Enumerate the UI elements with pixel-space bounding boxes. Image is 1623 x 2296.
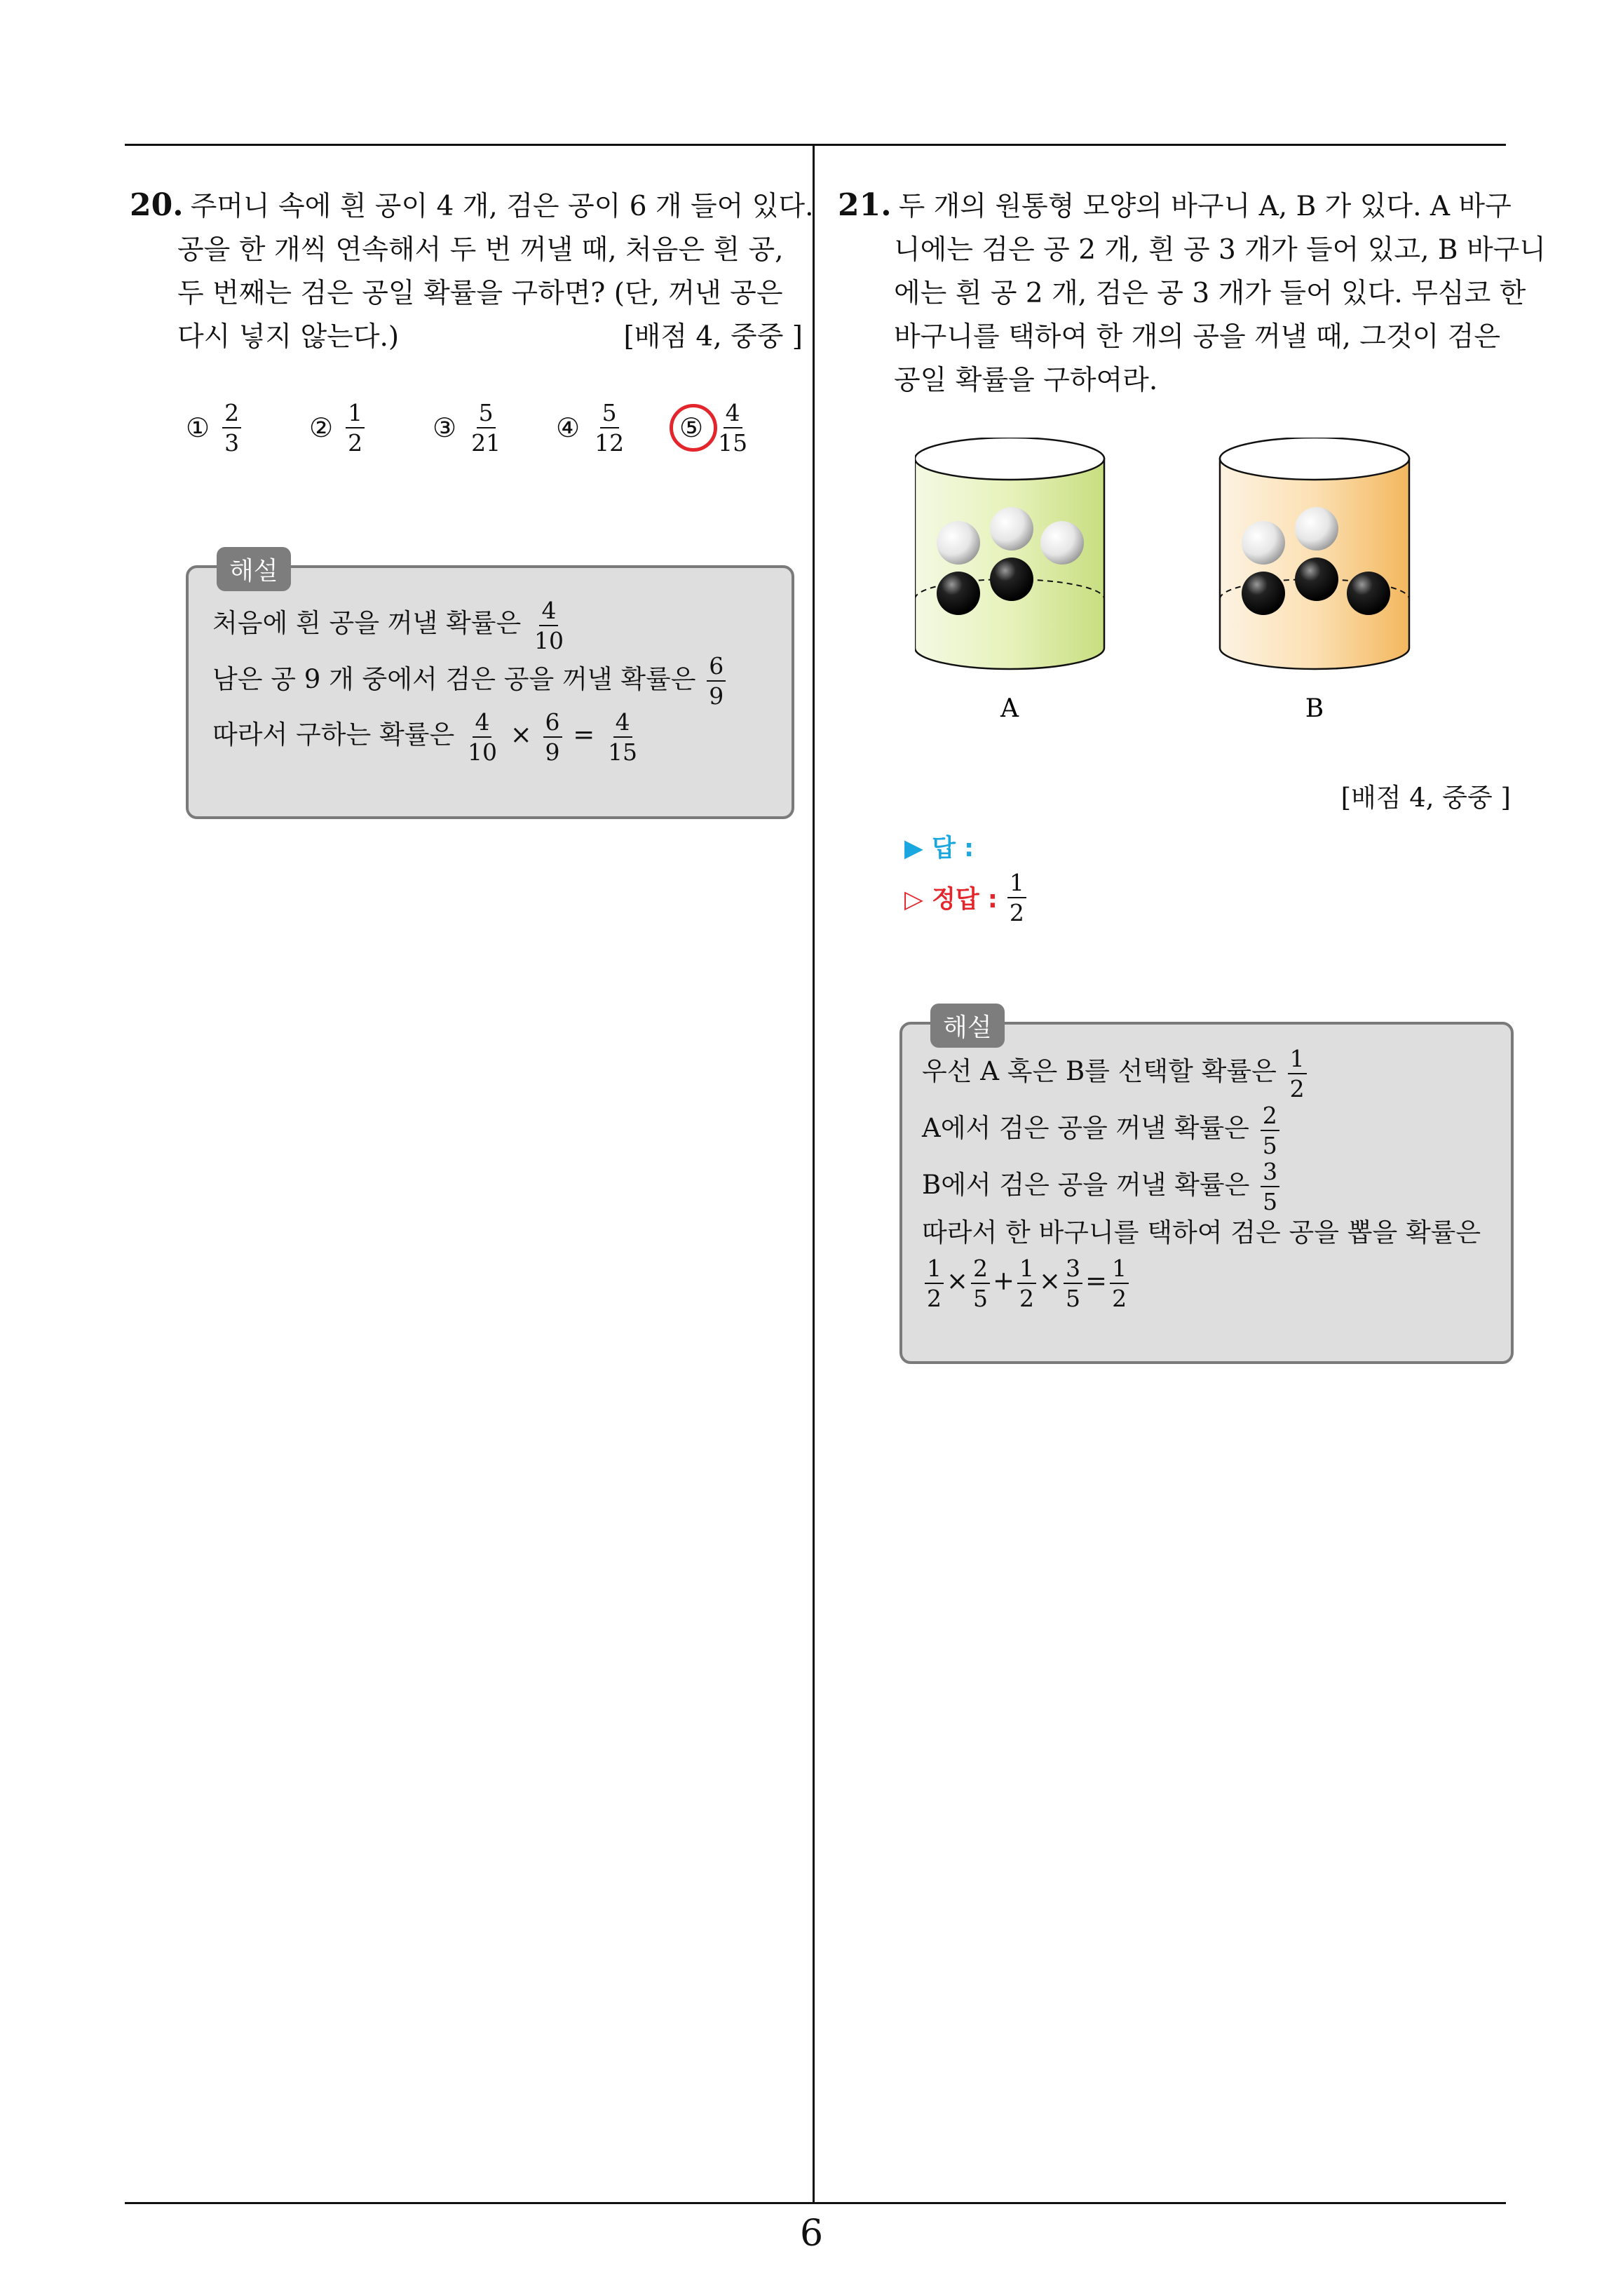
choice-1[interactable]: ① $\frac{2}{3}$ — [186, 401, 309, 454]
question-20 — [130, 184, 814, 766]
q21-sol-line-2: A에서 검은 공을 꺼낼 확률은 $\frac{2}{5}$ — [922, 1100, 1511, 1157]
q20-line-1: 20. 주머니 속에 흰 공이 4 개, 검은 공이 6 개 들어 있다. — [130, 187, 814, 223]
q21-line-2: 니에는 검은 공 2 개, 흰 공 3 개가 들어 있고, B 바구니 — [894, 234, 1546, 266]
white-ball — [990, 507, 1033, 551]
q21-line-1: 21. 두 개의 원통형 모양의 바구니 A, B 가 있다. A 바구 — [838, 187, 1512, 223]
white-ball — [1242, 521, 1285, 565]
basket-a-label: A — [1000, 694, 1019, 723]
q21-line-4: 바구니를 택하여 한 개의 공을 꺼낼 때, 그것이 검은 — [894, 321, 1501, 353]
selected-answer-circle: ⑤ — [679, 412, 704, 443]
choice-2[interactable]: ② $\frac{1}{2}$ — [309, 401, 433, 454]
page-number: 6 — [799, 2213, 824, 2255]
q20-sol-line-2: 남은 공 9 개 중에서 검은 공을 꺼낼 확률은 $\frac{6}{9}$ — [212, 652, 792, 708]
white-ball — [937, 521, 980, 565]
white-ball — [1040, 521, 1084, 565]
basket-b — [1220, 438, 1409, 669]
question-21 — [838, 184, 1546, 1312]
baskets-illustration — [915, 438, 1483, 732]
solution-tag: 해설 — [930, 1004, 1005, 1048]
q21-sol-line-3: B에서 검은 공을 꺼낼 확률은 $\frac{3}{5}$ — [922, 1157, 1511, 1214]
q21-number: 21. — [838, 187, 892, 223]
q20-line-3: 두 번째는 검은 공일 확률을 구하면? (단, 꺼낸 공은 — [177, 278, 783, 309]
answer-field[interactable]: ▶ 답 : — [904, 835, 975, 863]
choice-3[interactable]: ③ $\frac{5}{21}$ — [433, 399, 501, 457]
choice-5-selected[interactable]: ⑤ $\frac{4}{15}$ — [679, 399, 748, 457]
q20-choices — [186, 399, 803, 457]
q20-solution-box — [186, 557, 794, 819]
solution-tag: 해설 — [217, 547, 291, 591]
black-ball — [1295, 558, 1338, 601]
q20-sol-line-1: 처음에 흰 공을 꺼낼 확률은 $\frac{4}{10}$ — [212, 596, 564, 654]
q21-line-5: 공일 확률을 구하여라. — [894, 365, 1158, 396]
q21-sol-line-4: 따라서 한 바구니를 택하여 검은 공을 뽑을 확률은 — [922, 1217, 1481, 1248]
column-divider — [813, 144, 815, 2204]
q20-sol-line-3: 따라서 구하는 확률은 $\frac{4}{10}$ × $\frac{6}{9}$ = $\frac{4}{15}$ — [212, 708, 638, 766]
black-ball — [1242, 572, 1285, 615]
q21-solution-box — [899, 1013, 1514, 1364]
q20-number: 20. — [130, 187, 184, 223]
basket-b-label: B — [1305, 694, 1324, 723]
q20-line-4: 다시 넣지 않는다.) [배점 4, 중중 ] — [130, 316, 803, 359]
q20-difficulty: [배점 4, 중중 ] — [623, 321, 803, 353]
white-ball — [1295, 507, 1338, 551]
q21-difficulty: [배점 4, 중중 ] — [1340, 783, 1511, 813]
black-ball — [990, 558, 1033, 601]
baskets-figure — [915, 438, 1483, 732]
q21-sol-line-1: 우선 A 혹은 B를 선택할 확률은 $\frac{1}{2}$ — [922, 1043, 1511, 1100]
q21-line-3: 에는 흰 공 2 개, 검은 공 3 개가 들어 있다. 무심코 한 — [894, 278, 1526, 309]
correct-answer: ▷ 정답 : $\frac{1}{2}$ — [904, 871, 1029, 924]
bottom-rule — [125, 2202, 1506, 2204]
black-ball — [1347, 572, 1390, 615]
choice-4[interactable]: ④ $\frac{5}{12}$ — [556, 399, 625, 457]
q20-line-2: 공을 한 개씩 연속해서 두 번 꺼낼 때, 처음은 흰 공, — [177, 234, 784, 266]
basket-a — [915, 438, 1104, 669]
black-ball — [937, 572, 980, 615]
top-rule — [125, 144, 1506, 146]
q21-sol-line-5: $\frac{1}{2}$ × $\frac{2}{5}$ + $\frac{1}{2}$ × $\frac{3}{5}$ = $\frac{1}{2}$ — [922, 1252, 1511, 1310]
